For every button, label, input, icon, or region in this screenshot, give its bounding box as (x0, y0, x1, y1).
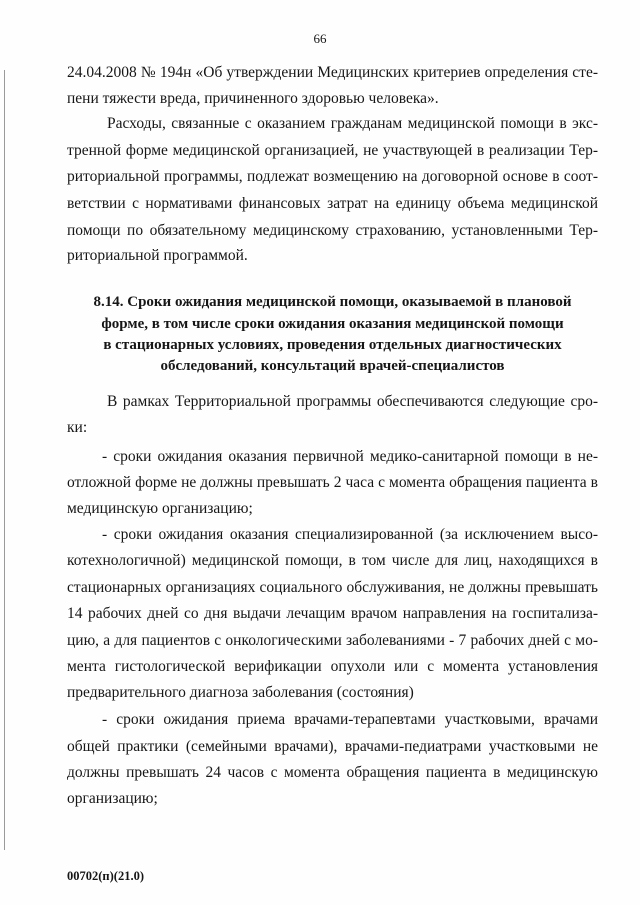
text-line: отложной форме не должны превышать 2 часа с момента обращения пациента в (67, 474, 598, 491)
text-line: общей практики (семейными врачами), врачами-педиатрами участковыми не (67, 738, 598, 755)
text-line: организацию; (67, 790, 158, 807)
text-line: помощи по обязательному медицинскому страхованию, установленными Тер- (67, 222, 598, 239)
text-line: риториальной программы, подлежат возмещению на договорной основе в соот- (67, 168, 598, 185)
text-line: тренной форме медицинской организацией, не участвующей в реализации Тер- (67, 142, 598, 159)
section-heading-line: обследований, консультаций врачей-специалистов (160, 358, 505, 374)
text-line: мента гистологической верификации опухоли или с момента установления (67, 658, 598, 675)
text-line: - сроки ожидания оказания первичной медико-санитарной помощи в не- (102, 448, 598, 465)
text-line: 24.04.2008 № 194н «Об утверждении Медицинских критериев определения сте- (67, 64, 598, 81)
text-line: Расходы, связанные с оказанием гражданам медицинской помощи в экс- (107, 115, 598, 132)
text-line: - сроки ожидания оказания специализированной (за исключением высо- (102, 526, 598, 543)
text-line: - сроки ожидания приема врачами-терапевтами участковыми, врачами (102, 711, 598, 728)
text-line: ветствии с нормативами финансовых затрат на единицу объема медицинской (67, 195, 598, 212)
text-line: стационарных организациях социального обслуживания, не должны превышать (67, 579, 598, 596)
section-heading-line: 8.14. Сроки ожидания медицинской помощи, оказываемой в плановой (93, 294, 572, 310)
text-line: В рамках Территориальной программы обеспечиваются следующие сро- (107, 393, 598, 410)
footer-code: 00702(п)(21.0) (67, 869, 144, 883)
section-heading-line: в стационарных условиях, проведения отдельных диагностических (103, 337, 562, 353)
text-line: 14 рабочих дней со дня выдачи лечащим врачом направления на госпитализа- (67, 605, 598, 622)
scan-edge-line (4, 70, 5, 850)
text-line: должны превышать 24 часов с момента обращения пациента в медицинскую (67, 764, 598, 781)
page-number: 66 (313, 31, 327, 46)
text-line: медицинскую организацию; (67, 500, 253, 517)
section-heading-line: форме, в том числе сроки ожидания оказания медицинской помощи (101, 316, 564, 332)
text-line: цию, а для пациентов с онкологическими заболеваниями - 7 рабочих дней с мо- (67, 632, 598, 649)
text-line: ки: (67, 419, 88, 436)
text-line: предварительного диагноза заболевания (состояния) (67, 684, 414, 701)
text-line: котехнологичной) медицинской помощи, в том числе для лиц, находящихся в (67, 552, 598, 569)
text-line: риториальной программой. (67, 247, 248, 264)
text-line: пени тяжести вреда, причиненного здоровью человека». (67, 90, 439, 107)
